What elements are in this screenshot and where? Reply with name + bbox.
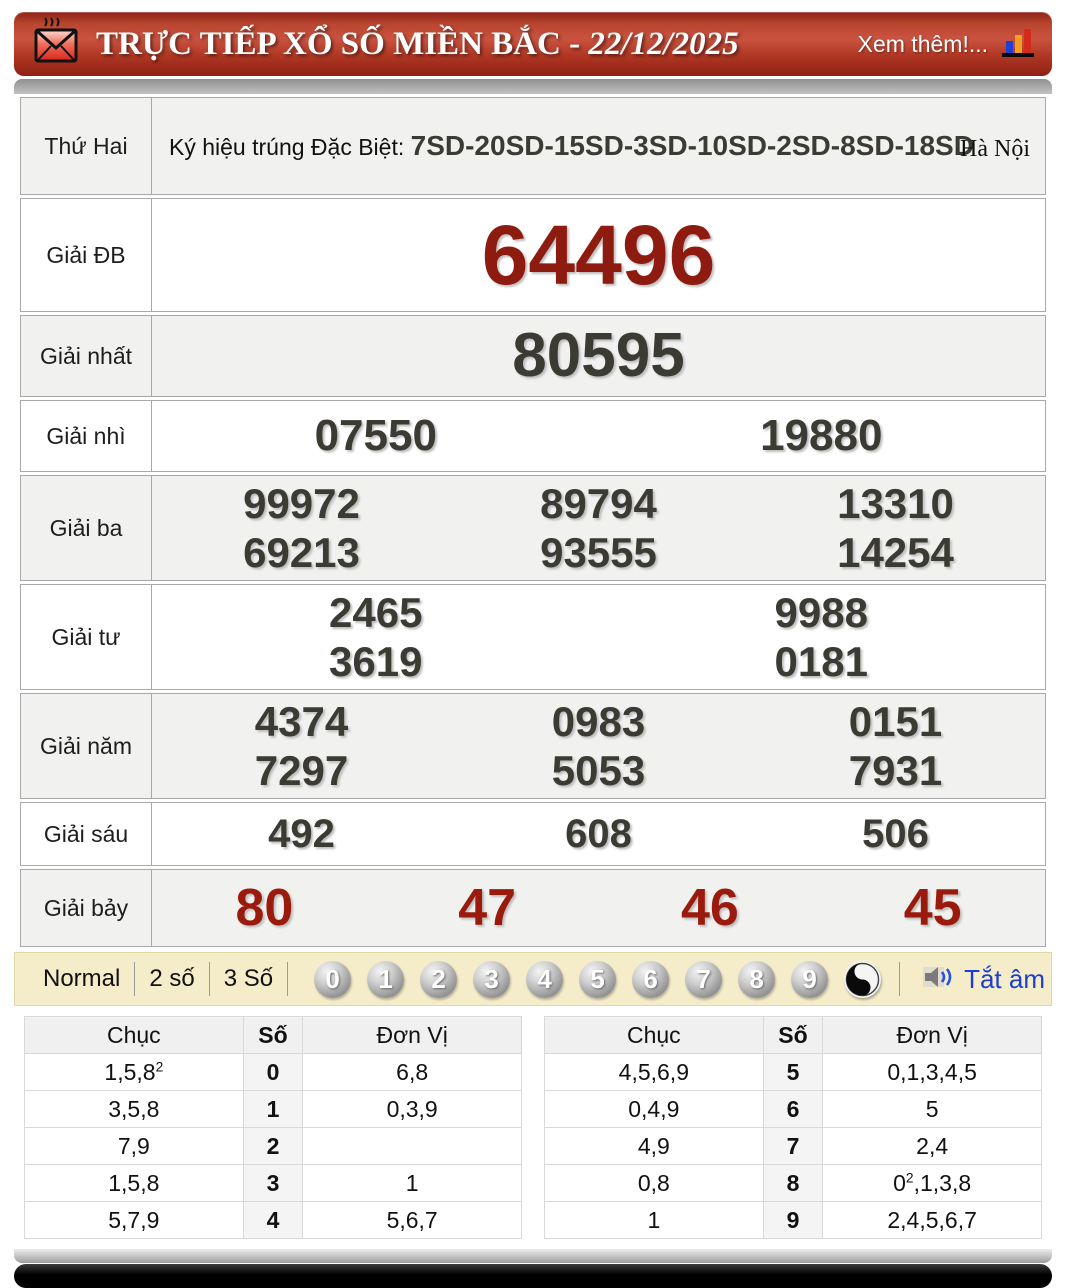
chuc-cell: 5,7,9 xyxy=(25,1202,244,1239)
digit-ball-3[interactable]: 3 xyxy=(473,961,510,998)
prize-number: 7931 xyxy=(848,747,943,794)
prize-label: Giải nhất xyxy=(20,315,152,397)
prize-row-first xyxy=(20,315,1046,397)
weekday-label: Thứ Hai xyxy=(20,97,152,195)
digit-ball-4[interactable]: 4 xyxy=(526,961,563,998)
so-cell: 2 xyxy=(243,1128,303,1165)
info-row xyxy=(20,97,1046,195)
prize-row-second xyxy=(20,400,1046,472)
results-table xyxy=(20,94,1046,950)
bar-chart-icon[interactable] xyxy=(1000,25,1036,64)
prize-row-third xyxy=(20,475,1046,581)
donvi-cell: 2,4 xyxy=(823,1128,1042,1165)
col-header-chuc: Chục xyxy=(545,1017,764,1054)
prize-label: Giải ba xyxy=(20,475,152,581)
region-label: Hà Nội xyxy=(960,135,1030,162)
prize-number: 7297 xyxy=(254,747,349,794)
donvi-cell: 6,8 xyxy=(303,1054,522,1091)
chuc-cell: 4,9 xyxy=(545,1128,764,1165)
prize-number: 99972 xyxy=(243,480,360,527)
prize-number: 89794 xyxy=(540,480,657,527)
chuc-cell: 1,5,8 xyxy=(25,1165,244,1202)
prize-number: 93555 xyxy=(540,529,657,576)
summary-row xyxy=(25,1202,522,1239)
prize-number: 0181 xyxy=(774,638,868,685)
donvi-cell xyxy=(303,1128,522,1165)
prize-row-special xyxy=(20,198,1046,312)
col-header-chuc: Chục xyxy=(25,1017,244,1054)
summary-row xyxy=(25,1091,522,1128)
mode-normal-tab[interactable]: Normal xyxy=(43,965,121,992)
donvi-cell: $0^2,1,3,8$ xyxy=(823,1165,1042,1202)
prize-label: Giải sáu xyxy=(20,802,152,866)
prize-number: 13310 xyxy=(837,480,954,527)
prize-number: 64496 xyxy=(481,208,716,302)
chuc-cell: 4,5,6,9 xyxy=(545,1054,764,1091)
prize-label: Giải nhì xyxy=(20,400,152,472)
panel-top-edge xyxy=(14,79,1052,94)
controls-bar xyxy=(14,952,1052,1006)
prize-number: 4374 xyxy=(254,698,349,745)
digit-ball-5[interactable]: 5 xyxy=(579,961,616,998)
so-cell: 7 xyxy=(763,1128,823,1165)
prize-number: 608 xyxy=(565,812,632,856)
prize-number: 80595 xyxy=(512,321,685,390)
so-cell: 4 xyxy=(243,1202,303,1239)
mode-3so-tab[interactable]: 3 Số xyxy=(223,965,274,992)
digit-ball-8[interactable]: 8 xyxy=(738,961,775,998)
prize-number: 2465 xyxy=(329,589,423,636)
summary-table-right xyxy=(544,1016,1042,1239)
see-more-link[interactable]: Xem thêm!... xyxy=(857,30,988,57)
chuc-cell: 3,5,8 xyxy=(25,1091,244,1128)
digit-ball-6[interactable]: 6 xyxy=(632,961,669,998)
prize-number: 9988 xyxy=(774,589,868,636)
col-header-so: Số xyxy=(243,1017,303,1054)
prize-number: 19880 xyxy=(760,411,883,460)
col-header-so: Số xyxy=(763,1017,823,1054)
chuc-cell: 0,4,9 xyxy=(545,1091,764,1128)
prize-number: 506 xyxy=(862,812,929,856)
head-tail-summary xyxy=(24,1016,1042,1239)
so-cell: 6 xyxy=(763,1091,823,1128)
prize-number: 14254 xyxy=(837,529,954,576)
digit-ball-7[interactable]: 7 xyxy=(685,961,722,998)
so-cell: 3 xyxy=(243,1165,303,1202)
summary-table-left xyxy=(24,1016,522,1239)
digit-ball-0[interactable]: 0 xyxy=(314,961,351,998)
prize-number: 45 xyxy=(903,879,962,937)
special-sign-text: Ký hiệu trúng Đặc Biệt: 7SD-20SD-15SD-3SD-10SD-2SD-8SD-18SD Hà Nội xyxy=(153,118,1044,173)
donvi-cell: 5 xyxy=(823,1091,1042,1128)
special-sign-codes: 7SD-20SD-15SD-3SD-10SD-2SD-8SD-18SD xyxy=(410,130,974,162)
col-header-donvi: Đơn Vị xyxy=(823,1017,1042,1054)
prize-row-fifth xyxy=(20,693,1046,799)
summary-row xyxy=(25,1054,522,1091)
prize-row-fourth xyxy=(20,584,1046,690)
donvi-cell: 0,1,3,4,5 xyxy=(823,1054,1042,1091)
prize-number: 69213 xyxy=(243,529,360,576)
prize-number: 47 xyxy=(458,879,517,937)
digit-ball-1[interactable]: 1 xyxy=(367,961,404,998)
summary-row xyxy=(545,1202,1042,1239)
donvi-cell: 0,3,9 xyxy=(303,1091,522,1128)
summary-header-row xyxy=(25,1017,522,1054)
col-header-donvi: Đơn Vị xyxy=(303,1017,522,1054)
prize-number: 46 xyxy=(680,879,739,937)
digit-balls xyxy=(314,961,881,998)
prize-label: Giải tư xyxy=(20,584,152,690)
so-cell: 0 xyxy=(243,1054,303,1091)
prize-number: 492 xyxy=(268,812,335,856)
summary-row xyxy=(25,1165,522,1202)
prize-number: 80 xyxy=(235,879,294,937)
donvi-cell: 5,6,7 xyxy=(303,1202,522,1239)
so-cell: 8 xyxy=(763,1165,823,1202)
lottery-widget xyxy=(14,0,1052,1288)
digit-ball-2[interactable]: 2 xyxy=(420,961,457,998)
prize-label: Giải năm xyxy=(20,693,152,799)
prize-number: 0151 xyxy=(848,698,943,745)
prize-label: Giải ĐB xyxy=(20,198,152,312)
digit-ball-9[interactable]: 9 xyxy=(791,961,828,998)
donvi-cell: 2,4,5,6,7 xyxy=(823,1202,1042,1239)
mute-button[interactable]: Tắt âm xyxy=(964,963,1046,994)
summary-header-row xyxy=(545,1017,1042,1054)
header-bar xyxy=(14,12,1052,76)
prize-number: 3619 xyxy=(329,638,423,685)
chuc-cell: 0,8 xyxy=(545,1165,764,1202)
so-cell: 9 xyxy=(763,1202,823,1239)
prize-number: 5053 xyxy=(551,747,646,794)
page-title: TRỰC TIẾP XỔ SỐ MIỀN BẮC - 22/12/2025 xyxy=(96,25,739,62)
summary-row xyxy=(545,1054,1042,1091)
divider xyxy=(287,962,288,996)
prize-row-seventh xyxy=(20,869,1046,947)
so-cell: 5 xyxy=(763,1054,823,1091)
speaker-icon[interactable] xyxy=(922,962,956,997)
summary-row xyxy=(545,1128,1042,1165)
footer-bar xyxy=(14,1264,1052,1288)
so-cell: 1 xyxy=(243,1091,303,1128)
prize-label: Giải bảy xyxy=(20,869,152,947)
prize-number: 07550 xyxy=(314,411,437,460)
donvi-cell: 1 xyxy=(303,1165,522,1202)
chuc-cell: 1 xyxy=(545,1202,764,1239)
divider xyxy=(899,962,900,996)
prize-row-sixth xyxy=(20,802,1046,866)
chuc-cell: 7,9 xyxy=(25,1128,244,1165)
chuc-cell: 1,5,8$^2$ xyxy=(25,1054,244,1091)
panel-bottom-edge xyxy=(14,1249,1052,1263)
prize-number: 0983 xyxy=(551,698,646,745)
draw-date: 22/12/2025 xyxy=(588,25,739,62)
summary-row xyxy=(545,1091,1042,1128)
mode-2so-tab[interactable]: 2 số xyxy=(149,965,195,992)
summary-row xyxy=(545,1165,1042,1202)
summary-row xyxy=(25,1128,522,1165)
yin-yang-ball[interactable] xyxy=(844,961,881,998)
envelope-icon xyxy=(30,17,82,72)
